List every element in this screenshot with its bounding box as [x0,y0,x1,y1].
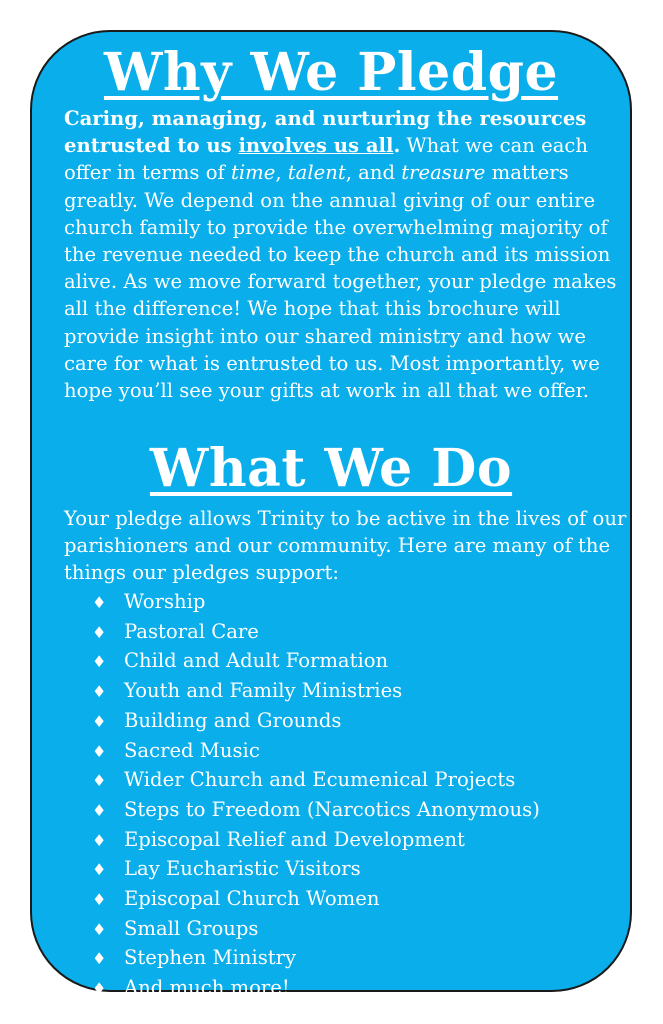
why-text-b: matters greatly. We depend on the annual giving of our entire church family to provide the overwhelming majority of the revenue needed to keep the church and its mission alive. As we move forward together, your pledge makes all the difference! We hope that this brochure will provide insight into our shared ministry and how we care for what is entrusted to us. Most importantly, we hope you’ll see your gifts at work in all that we offer. [64,161,617,403]
supported-items-list [92,588,540,1004]
time-word: time [231,161,276,185]
why-text-a: What we can each offer in terms of [64,134,589,185]
diamond-bullet-icon: ♦ [92,979,107,999]
list-item-label: Episcopal Church Women [124,887,380,911]
why-we-pledge-heading: Why We Pledge [103,42,559,103]
diamond-bullet-icon: ♦ [92,830,107,850]
list-item [92,855,540,885]
list-item [92,796,540,826]
list-item-label: Steps to Freedom (Narcotics Anonymous) [124,797,540,821]
list-item [92,588,540,618]
list-item-label: Child and Adult Formation [124,649,389,673]
diamond-bullet-icon: ♦ [92,741,107,761]
list-item-label: Youth and Family Ministries [124,679,403,703]
talent-word: talent [287,161,346,185]
list-item-label: And much more! [124,976,290,1000]
diamond-bullet-icon: ♦ [92,711,107,731]
comma-2: , and [345,161,402,185]
list-item-label: Episcopal Relief and Development [124,827,465,851]
diamond-bullet-icon: ♦ [92,949,107,969]
lead-underlined-text: involves us all [238,134,394,158]
list-item [92,826,540,856]
what-we-do-heading: What We Do [149,438,513,499]
list-item [92,707,540,737]
diamond-bullet-icon: ♦ [92,652,107,672]
list-item-label: Wider Church and Ecumenical Projects [124,768,516,792]
list-item [92,766,540,796]
list-item-label: Worship [124,590,206,613]
list-item [92,677,540,707]
diamond-bullet-icon: ♦ [92,890,107,910]
diamond-bullet-icon: ♦ [92,800,107,820]
diamond-bullet-icon: ♦ [92,622,107,642]
diamond-bullet-icon: ♦ [92,593,107,612]
list-item [92,944,540,974]
what-intro-paragraph: Your pledge allows Trinity to be active in the lives of our parishioners and our community. Here are many of the things our pledges support: [64,507,627,585]
list-item-label: Building and Grounds [124,708,342,732]
diamond-bullet-icon: ♦ [92,771,107,791]
pledge-card [30,30,632,1000]
why-paragraph [64,105,632,404]
list-item-label: Pastoral Care [124,619,259,643]
comma-1: , [275,161,288,185]
list-item [92,885,540,915]
list-item-label: Sacred Music [124,738,260,762]
list-item [92,647,540,677]
lead-bold-text: Caring, managing, and nurturing the resources entrusted to us [64,107,587,158]
list-item [92,974,540,1004]
list-item-label: Small Groups [124,916,259,940]
list-item [92,737,540,767]
treasure-word: treasure [401,161,486,185]
lead-period: . [393,134,401,158]
diamond-bullet-icon: ♦ [92,682,107,702]
list-item-label: Stephen Ministry [124,946,297,970]
diamond-bullet-icon: ♦ [92,919,107,939]
diamond-bullet-icon: ♦ [92,860,107,880]
list-item-label: Lay Eucharistic Visitors [124,857,361,881]
list-item [92,618,540,648]
list-item [92,915,540,945]
